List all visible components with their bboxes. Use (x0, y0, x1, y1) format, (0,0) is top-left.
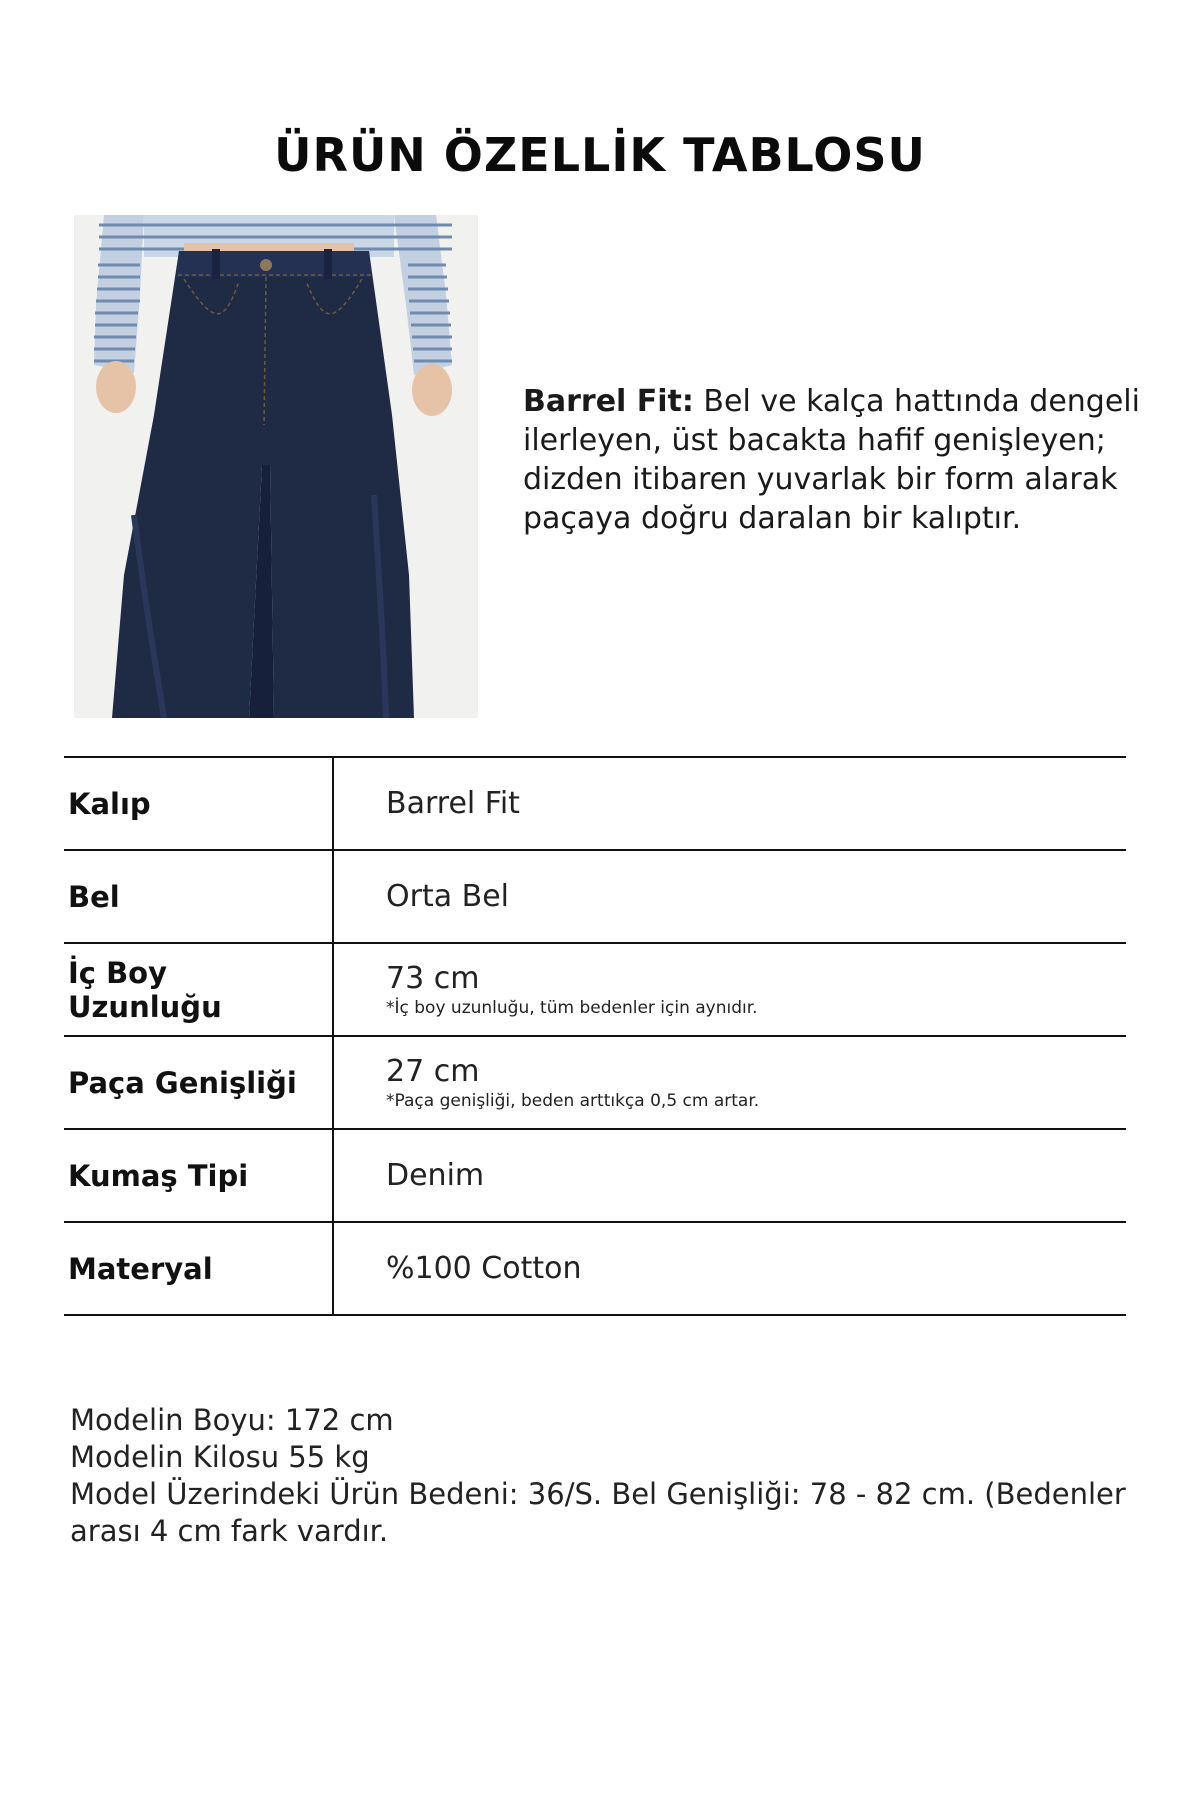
model-size: Model Üzerindeki Ürün Bedeni: 36/S. Bel Genişliği: 78 - 82 cm. (Bedenler arası 4 cm fark vardır. (70, 1477, 1126, 1548)
spec-label: İç Boy Uzunluğu (68, 955, 222, 1024)
spec-value: Orta Bel (386, 878, 510, 914)
spec-value: %100 Cotton (386, 1250, 582, 1286)
spec-divider (332, 944, 334, 1035)
spec-row-kumas (64, 1130, 1126, 1223)
spec-note: *Paça genişliği, beden arttıkça 0,5 cm artar. (386, 1090, 760, 1111)
fit-description-lead: Barrel Fit: (523, 384, 694, 419)
spec-divider (332, 1223, 334, 1314)
spec-label: Kumaş Tipi (68, 1158, 249, 1193)
spec-row-paca (64, 1037, 1126, 1130)
model-height: Modelin Boyu: 172 cm (70, 1403, 394, 1437)
spec-row-materyal (64, 1223, 1126, 1316)
spec-label: Paça Genişliği (68, 1065, 297, 1100)
spec-divider (332, 851, 334, 942)
spec-divider (332, 758, 334, 849)
page-title: ÜRÜN ÖZELLİK TABLOSU (274, 128, 926, 182)
spec-row-bel (64, 851, 1126, 944)
spec-label: Materyal (68, 1251, 213, 1286)
spec-note: *İç boy uzunluğu, tüm bedenler için aynıdır. (386, 997, 758, 1018)
fit-description-text: Bel ve kalça hattında dengeli ilerleyen, üst bacakta hafif genişleyen; dizden itibaren yuvarlak bir form alarak paçaya doğru daralan bir kalıptır. (523, 384, 1140, 536)
model-weight: Modelin Kilosu 55 kg (70, 1440, 370, 1474)
spec-row-ic-boy (64, 944, 1126, 1037)
model-info (70, 1402, 1130, 1550)
spec-row-kalip (64, 758, 1126, 851)
spec-value: Barrel Fit (386, 785, 520, 821)
spec-divider (332, 1037, 334, 1128)
spec-divider (332, 1130, 334, 1221)
product-photo (74, 215, 478, 718)
fit-description (523, 382, 1143, 538)
spec-value: 73 cm (386, 960, 480, 996)
spec-value: Denim (386, 1157, 485, 1193)
spec-label: Kalıp (68, 786, 151, 821)
spec-table (64, 756, 1126, 1316)
spec-value: 27 cm (386, 1053, 480, 1089)
spec-label: Bel (68, 879, 120, 914)
